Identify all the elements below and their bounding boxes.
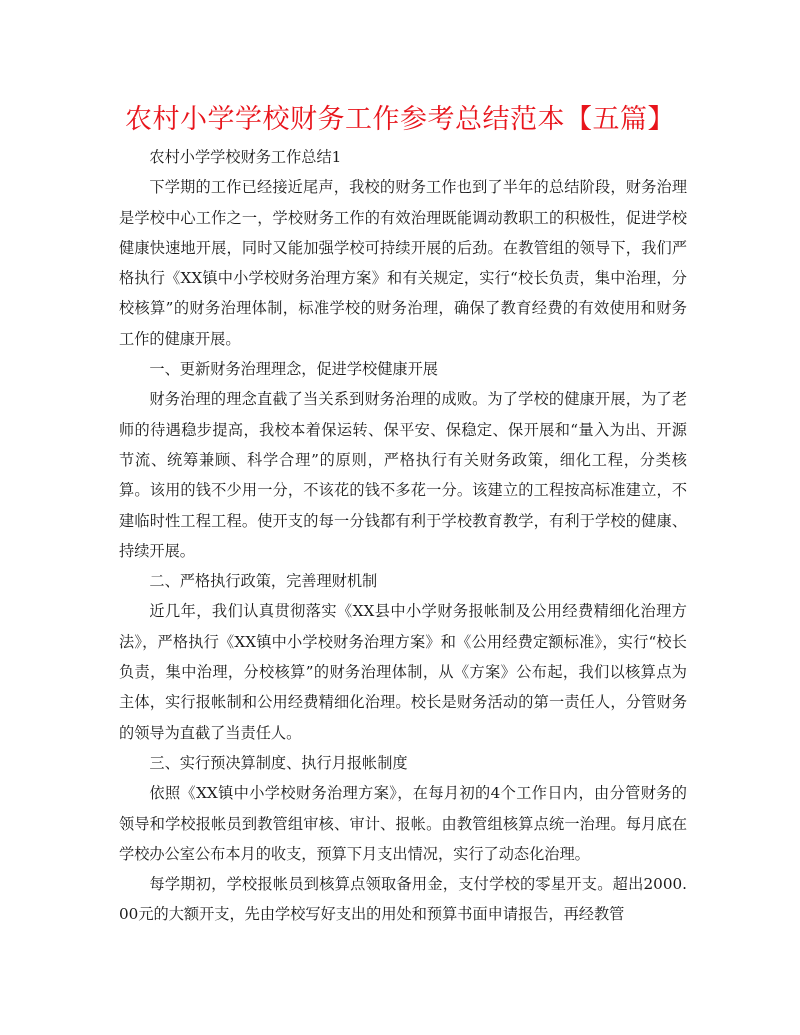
document-body: [119, 142, 687, 930]
body-paragraph: 每学期初，学校报帐员到核算点领取备用金，支付学校的零星开支。超出2000.00元的大额开支，先由学校写好支出的用处和预算书面申请报告，再经教管: [119, 875, 687, 924]
body-paragraph: 下学期的工作已经接近尾声，我校的财务工作也到了半年的总结阶段，财务治理是学校中心工作之一，学校财务工作的有效治理既能调动教职工的积极性，促进学校健康快速地开展，同时又能加强学校可持续开展的后劲。在教管组的领导下，我们严格执行《XX镇中小学校财务治理方案》和有关规定，实行“校长负责，集中治理，分校核算”的财务治理体制，标准学校的财务治理，确保了教育经费的有效使用和财务工作的健康开展。: [119, 178, 687, 348]
section-heading: 农村小学学校财务工作总结1: [149, 148, 342, 166]
section-heading: 一、更新财务治理理念，促进学校健康开展: [149, 360, 438, 379]
section-heading: 三、实行预决算制度、执行月报帐制度: [149, 753, 408, 772]
section-heading: 二、严格执行政策，完善理财机制: [149, 572, 378, 591]
body-paragraph: 依照《XX镇中小学校财务治理方案》，在每月初的4个工作日内，由分管财务的领导和学校报帐员到教管组审核、审计、报帐。由教管组核算点统一治理。每月底在学校办公室公布本月的收支，预算下月支出情况，实行了动态化治理。: [119, 784, 687, 863]
document-title: 农村小学学校财务工作参考总结范本【五篇】: [125, 104, 675, 135]
body-paragraph: 近几年，我们认真贯彻落实《XX县中小学财务报帐制及公用经费精细化治理方法》，严格执行《XX镇中小学校财务治理方案》和《公用经费定额标准》，实行“校长负责，集中治理，分校核算”的财务治理体制，从《方案》公布起，我们以核算点为主体，实行报帐制和公用经费精细化治理。校长是财务活动的第一责任人，分管财务的领导为直截了当责任人。: [119, 602, 687, 742]
body-paragraph: 财务治理的理念直截了当关系到财务治理的成败。为了学校的健康开展，为了老师的待遇稳步提高，我校本着保运转、保平安、保稳定、保开展和“量入为出、开源节流、统筹兼顾、科学合理”的原则，严格执行有关财务政策，细化工程，分类核算。该用的钱不少用一分，不该花的钱不多花一分。该建立的工程按高标准建立，不建临时性工程工程。使开支的每一分钱都有利于学校教育教学，有利于学校的健康、持续开展。: [119, 390, 687, 560]
